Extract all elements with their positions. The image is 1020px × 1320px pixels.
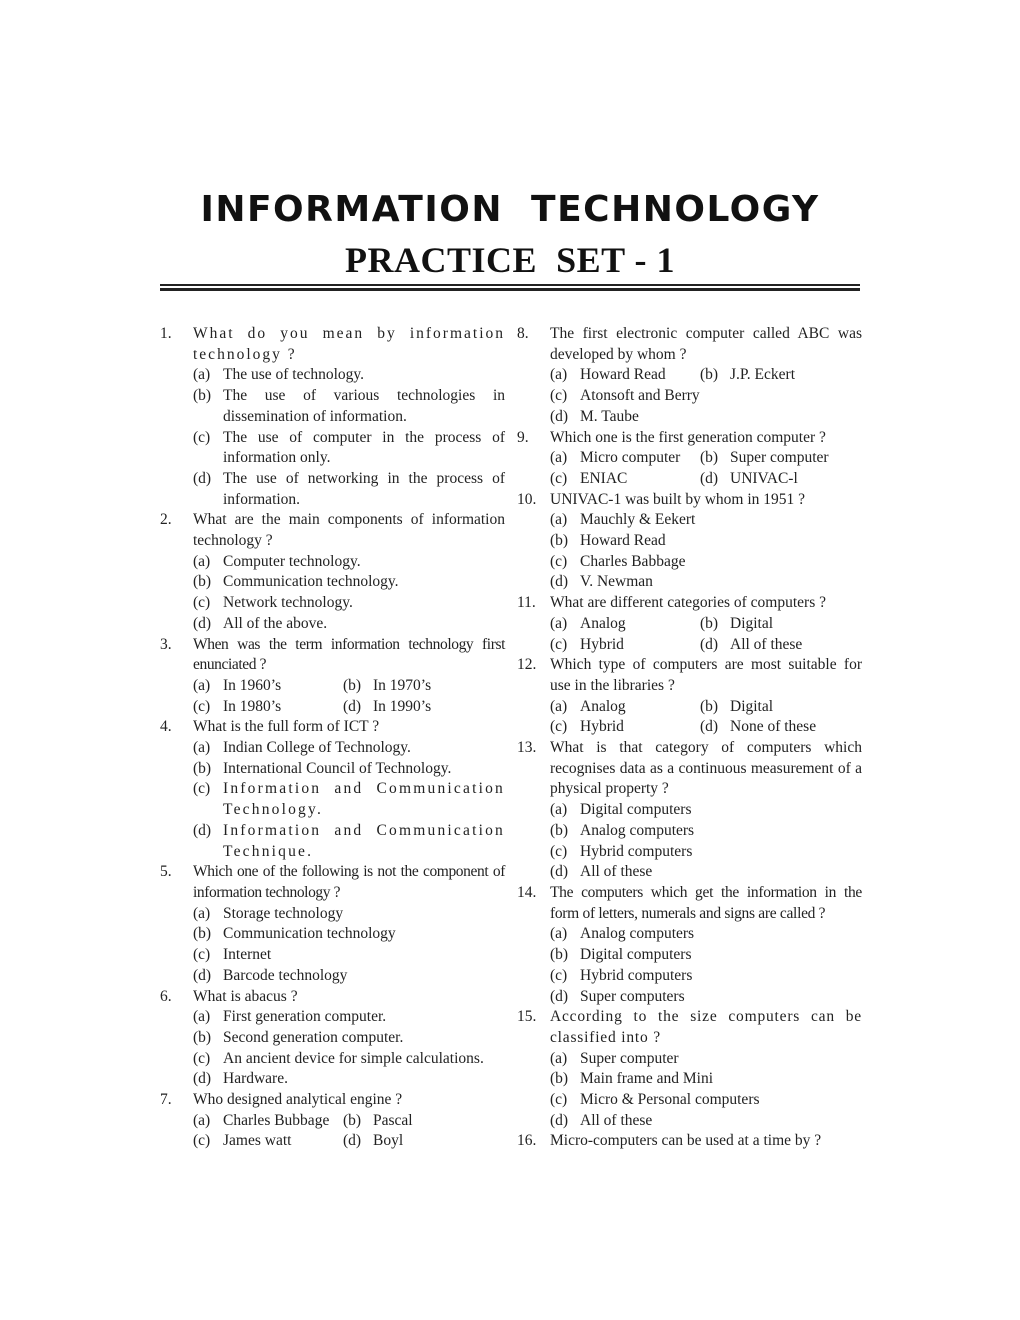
option-text: Internet [223,946,272,964]
option-text: An ancient device for simple calculations. [223,1049,484,1067]
option-text: Charles Babbage [580,552,686,570]
question-12 [517,655,862,738]
option-text: V. Newman [580,573,653,591]
option-label: (d) [193,1070,212,1088]
question-text: What are the main components of information technology ? [193,511,505,550]
question-2 [160,510,505,634]
option-text: Super computer [580,1049,679,1067]
question-number: 11. [517,594,536,612]
option-label: (c) [550,718,568,736]
option-text: The use of technology. [223,366,365,384]
question-text: Who designed analytical engine ? [193,1091,403,1109]
question-6 [160,987,505,1091]
question-text: When was the term information technology first enunciated ? [193,635,505,674]
option-text: Howard Read [580,366,666,384]
option-text: Analog computers [580,821,695,839]
question-11 [517,593,862,655]
option-text: Charles Bubbage [223,1111,330,1129]
option-text: In 1980’s [223,697,282,715]
option-text: In 1960’s [223,676,282,694]
option-text: Hardware. [223,1070,288,1088]
option-label: (d) [700,469,719,487]
option-text: All of these [730,635,803,653]
option-text: All of these [580,1111,653,1129]
option-text: James watt [223,1132,292,1150]
option-text: Second generation computer. [223,1028,404,1046]
option-label: (a) [550,1049,568,1067]
page-title: INFORMATION TECHNOLOGY [200,189,820,230]
option-text: Storage technology [223,904,344,922]
question-text: Which one is the first generation computer ? [550,428,826,446]
question-16 [517,1131,862,1152]
question-text: What is abacus ? [193,987,298,1005]
option-text: Mauchly & Eekert [580,511,696,529]
option-text: All of these [580,863,653,881]
option-text: M. Taube [580,407,639,425]
title-rule-thin [160,284,860,286]
question-8 [517,324,862,428]
option-label: (b) [193,573,212,591]
option-label: (d) [343,697,362,715]
option-label: (d) [700,718,719,736]
option-label: (b) [343,1111,362,1129]
option-label: (a) [193,739,211,757]
option-text: Super computers [580,987,685,1005]
question-text: Which one of the following is not the component of information technology ? [193,863,505,901]
question-number: 2. [160,511,172,529]
question-number: 15. [517,1008,537,1026]
option-text: First generation computer. [223,1008,387,1026]
question-text: The computers which get the information in the form of letters, numerals and signs are called ? [550,883,862,922]
option-label: (a) [193,904,211,922]
option-label: (c) [193,428,211,446]
question-9 [517,428,862,490]
option-label: (d) [550,863,569,881]
option-label: (d) [700,635,719,653]
option-label: (a) [193,366,211,384]
question-1 [160,324,505,510]
option-label: (b) [700,366,719,384]
title-rule-thick [160,288,860,291]
option-text: Computer technology. [223,552,361,570]
option-text: Information and Communication Technology. [223,780,505,819]
option-text: Digital computers [580,946,692,964]
question-number: 8. [517,325,529,342]
option-label: (a) [550,614,568,632]
option-label: (b) [700,614,719,632]
option-text: Atonsoft and Berry [580,387,700,405]
option-text: In 1990’s [373,697,432,715]
option-text: Howard Read [580,532,666,550]
option-label: (b) [550,1070,569,1088]
option-label: (b) [193,925,212,943]
option-text: The use of computer in the process of information only. [223,428,505,467]
option-label: (c) [193,780,211,798]
option-label: (c) [550,552,568,570]
option-text: Network technology. [223,594,353,612]
left-column [160,324,505,1152]
question-text: Micro-computers can be used at a time by ? [550,1132,822,1150]
option-label: (a) [550,697,568,715]
option-label: (a) [193,1008,211,1026]
option-text: The use of various technologies in dissemination of information. [223,387,505,425]
option-label: (d) [550,573,569,591]
option-text: Communication technology. [223,573,399,591]
option-label: (c) [193,946,211,964]
option-text: Digital [730,697,774,715]
question-number: 12. [517,656,537,674]
option-text: Hybrid [580,635,624,653]
question-text: Which type of computers are most suitable for use in the libraries ? [550,656,862,694]
option-text: Hybrid [580,718,624,736]
question-number: 5. [160,863,172,881]
option-text: Main frame and Mini [580,1070,714,1088]
question-number: 13. [517,739,537,757]
right-column [517,324,862,1152]
option-label: (c) [193,594,211,612]
question-10 [517,490,862,594]
option-text: J.P. Eckert [730,366,796,384]
option-label: (d) [343,1132,362,1150]
option-text: International Council of Technology. [223,759,452,777]
question-13 [517,738,862,883]
option-label: (a) [550,449,568,467]
question-number: 7. [160,1091,172,1109]
option-text: Barcode technology [223,966,348,984]
option-text: ENIAC [580,469,628,487]
option-label: (c) [550,1091,568,1109]
question-number: 1. [160,325,172,342]
option-label: (d) [193,614,212,632]
option-label: (d) [193,966,212,984]
option-label: (a) [550,511,568,529]
option-label: (c) [193,1132,211,1150]
option-label: (c) [193,1049,211,1067]
option-text: None of these [730,718,817,736]
option-text: Indian College of Technology. [223,739,411,757]
option-label: (c) [193,697,211,715]
option-label: (a) [550,366,568,384]
option-label: (b) [700,697,719,715]
question-text: What is that category of computers which recognises data as a continuous measurement of a physical property ? [550,739,862,798]
option-label: (d) [550,407,569,425]
option-text: Information and Communication Technique. [223,821,505,860]
question-number: 16. [517,1132,537,1150]
question-text: According to the size computers can be classified into ? [550,1008,862,1046]
question-5 [160,862,505,986]
option-text: Super computer [730,449,829,467]
option-label: (a) [193,1111,211,1129]
question-15 [517,1007,862,1131]
option-text: In 1970’s [373,676,432,694]
option-text: The use of networking in the process of information. [223,469,505,508]
option-label: (b) [550,946,569,964]
question-3 [160,635,505,718]
option-label: (d) [193,469,212,487]
question-number: 6. [160,987,172,1005]
question-number: 10. [517,490,537,508]
option-label: (c) [550,635,568,653]
option-text: Hybrid computers [580,966,693,984]
question-number: 9. [517,428,529,446]
option-label: (b) [193,759,212,777]
option-text: Digital computers [580,801,692,819]
option-label: (c) [550,842,568,860]
option-label: (d) [193,821,212,839]
option-text: Boyl [373,1132,404,1150]
option-label: (b) [343,676,362,694]
question-text: UNIVAC-1 was built by whom in 1951 ? [550,490,806,508]
option-text: Analog [580,697,626,715]
question-14 [517,883,862,1007]
option-label: (b) [550,532,569,550]
option-text: Micro computer [580,449,681,467]
option-text: Pascal [373,1111,413,1129]
option-text: UNIVAC-l [730,469,798,487]
option-text: Digital [730,614,774,632]
option-text: Analog [580,614,626,632]
option-text: All of the above. [223,614,328,632]
option-label: (b) [550,821,569,839]
question-number: 4. [160,718,172,736]
option-label: (a) [193,676,211,694]
option-label: (d) [550,987,569,1005]
option-label: (c) [550,469,568,487]
page-subtitle: PRACTICE SET - 1 [345,240,675,280]
question-7 [160,1090,505,1152]
option-label: (d) [550,1111,569,1129]
question-text: The first electronic computer called ABC was developed by whom ? [550,325,862,363]
question-number: 3. [160,635,172,653]
option-label: (b) [193,1028,212,1046]
option-label: (a) [550,801,568,819]
option-label: (a) [550,925,568,943]
option-text: Analog computers [580,925,695,943]
option-label: (c) [550,966,568,984]
option-label: (a) [193,552,211,570]
option-label: (b) [700,449,719,467]
option-text: Hybrid computers [580,842,693,860]
question-number: 14. [517,883,537,901]
option-label: (b) [193,387,212,405]
question-text: What are different categories of computers ? [550,594,826,612]
option-text: Communication technology [223,925,396,943]
question-text: What do you mean by information technology ? [193,325,505,363]
option-text: Micro & Personal computers [580,1091,760,1109]
question-text: What is the full form of ICT ? [193,718,380,736]
question-4 [160,717,505,862]
option-label: (c) [550,387,568,405]
